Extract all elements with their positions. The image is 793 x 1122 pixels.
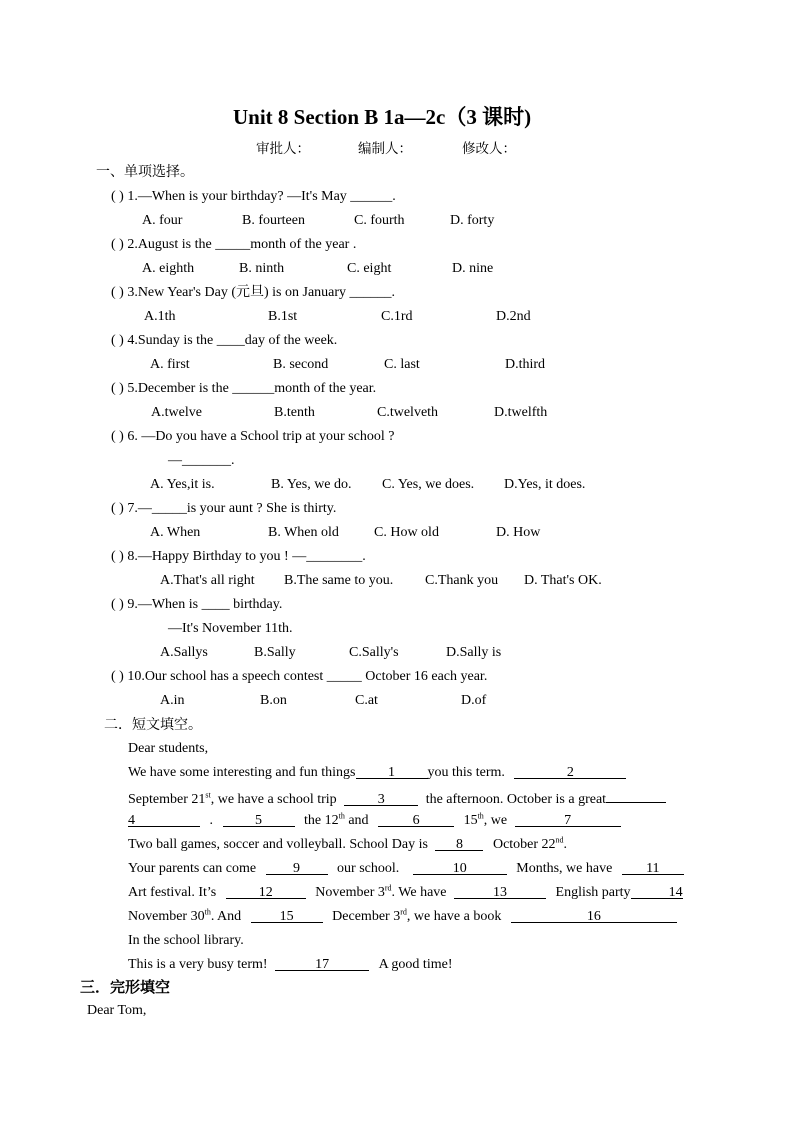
q5-stem: ( ) 5.December is the ______month of the year. (111, 381, 377, 396)
passage-text: Months, we have (516, 861, 613, 876)
ordinal-suffix: th (204, 907, 211, 917)
passage-text: the afternoon. October is a great (425, 792, 607, 807)
q3-option-d: D.2nd (496, 309, 531, 324)
blank-1[interactable]: 1 (356, 764, 428, 779)
passage-text: This is a very busy term! (128, 957, 268, 972)
q10-stem: ( ) 10.Our school has a speech contest _____ October 16 each year. (111, 669, 488, 684)
passage-text: and (344, 813, 369, 828)
passage-text: 15 (463, 813, 478, 828)
q1-option-b: B. fourteen (242, 213, 305, 228)
q7-option-d: D. How (496, 525, 541, 540)
passage-text: . (563, 837, 568, 852)
q1-option-c: C. fourth (354, 213, 405, 228)
q8-stem: ( ) 8.—Happy Birthday to you ! —________. (111, 549, 366, 564)
ordinal-suffix: rd (384, 883, 392, 893)
q4-stem: ( ) 4.Sunday is the ____day of the week. (111, 333, 338, 348)
q8-option-a: A.That's all right (160, 573, 255, 588)
q6-option-d: D.Yes, it does. (504, 477, 586, 492)
passage-text: our school. (337, 861, 400, 876)
q7-option-b: B. When old (268, 525, 339, 540)
passage-line-7 (128, 908, 677, 926)
q4-option-c: C. last (384, 357, 420, 372)
q5-option-d: D.twelfth (494, 405, 548, 420)
passage-text: the 12 (304, 813, 339, 828)
passage-text: . (209, 813, 213, 828)
ordinal-suffix: th (338, 811, 345, 821)
q3-stem: ( ) 3.New Year's Day (元旦) is on January ______. (111, 285, 396, 300)
passage-text: English party (555, 885, 631, 900)
q9-stem: ( ) 9.—When is ____ birthday. (111, 597, 283, 612)
page-title: Unit 8 Section B 1a—2c（3 课时) (233, 105, 532, 129)
blank-14[interactable]: 14 (631, 884, 683, 899)
q1-stem: ( ) 1.—When is your birthday? —It's May ______. (111, 189, 396, 204)
section2-heading: 二．短文填空。 (104, 717, 202, 733)
passage-line-3 (128, 812, 621, 830)
q2-option-a: A. eighth (142, 261, 195, 276)
q5-option-a: A.twelve (151, 405, 202, 420)
q4-option-a: A. first (150, 357, 190, 372)
passage-line-5 (128, 860, 684, 878)
blank-2[interactable]: 2 (514, 764, 626, 779)
passage-text: November 3 (315, 885, 385, 900)
passage-text: , we (483, 813, 508, 828)
q7-option-a: A. When (150, 525, 201, 540)
q5-option-c: C.twelveth (377, 405, 439, 420)
blank-13[interactable]: 13 (454, 884, 546, 899)
passage-text: A good time! (378, 957, 453, 972)
passage-line-9 (128, 956, 452, 974)
q6-option-c: C. Yes, we does. (382, 477, 475, 492)
blank-15[interactable]: 15 (251, 908, 323, 923)
blank-5[interactable]: 5 (223, 812, 295, 827)
passage-text: , we have a book (406, 909, 502, 924)
passage-text: December 3 (332, 909, 401, 924)
q5-option-b: B.tenth (274, 405, 315, 420)
q8-option-b: B.The same to you. (284, 573, 394, 588)
q2-stem: ( ) 2.August is the _____month of the year . (111, 237, 357, 252)
passage-text: , we have a school trip (210, 792, 337, 807)
section1-heading: 一、单项选择。 (96, 164, 194, 180)
q9-answer: —It's November 11th. (168, 621, 293, 636)
blank-6[interactable]: 6 (378, 812, 454, 827)
q2-option-d: D. nine (452, 261, 494, 276)
reviser-label: 修改人： (462, 141, 516, 157)
passage-line-8: In the school library. (128, 933, 244, 948)
blank-9[interactable]: 9 (266, 860, 328, 875)
q10-option-b: B.on (260, 693, 287, 708)
q6-stem: ( ) 6. —Do you have a School trip at your school ? (111, 429, 395, 444)
q8-option-d: D. That's OK. (524, 573, 602, 588)
q9-option-d: D.Sally is (446, 645, 502, 660)
passage-line-6 (128, 884, 683, 902)
passage-line-4 (128, 836, 567, 854)
q9-option-b: B.Sally (254, 645, 296, 660)
blank-12[interactable]: 12 (226, 884, 306, 899)
q6-option-a: A. Yes,it is. (150, 477, 215, 492)
ordinal-suffix: st (205, 790, 211, 800)
q8-option-c: C.Thank you (425, 573, 499, 588)
approver-label: 审批人： (256, 141, 310, 157)
q3-option-c: C.1rd (381, 309, 413, 324)
passage-text: Two ball games, soccer and volleyball. School Day is (128, 837, 428, 852)
passage-text: October 22 (492, 837, 556, 852)
q2-option-b: B. ninth (239, 261, 285, 276)
q1-option-d: D. forty (450, 213, 495, 228)
q2-option-c: C. eight (347, 261, 392, 276)
q4-option-b: B. second (273, 357, 329, 372)
q9-option-a: A.Sallys (160, 645, 208, 660)
blank-10[interactable]: 10 (413, 860, 507, 875)
section3-heading: 三．完形填空 (80, 978, 171, 996)
passage-text: . We have (391, 885, 447, 900)
q10-option-c: C.at (355, 693, 378, 708)
passage-line-1 (128, 764, 626, 782)
blank-underline[interactable] (606, 788, 666, 803)
blank-4[interactable]: 4 (128, 812, 200, 827)
q1-option-a: A. four (142, 213, 183, 228)
blank-17[interactable]: 17 (275, 956, 369, 971)
passage-text: you this term. (427, 765, 505, 780)
blank-8[interactable]: 8 (435, 836, 483, 851)
ordinal-suffix: th (477, 811, 484, 821)
q9-option-c: C.Sally's (349, 645, 399, 660)
q3-option-b: B.1st (268, 309, 298, 324)
blank-7[interactable]: 7 (515, 812, 621, 827)
editor-label: 编制人： (358, 141, 412, 157)
section3-greeting: Dear Tom, (87, 1003, 147, 1018)
passage-text: Your parents can come (128, 861, 257, 876)
q10-option-d: D.of (461, 693, 487, 708)
q3-option-a: A.1th (144, 309, 176, 324)
passage-text: We have some interesting and fun things (128, 765, 356, 780)
passage-text: Art festival. It’s (128, 885, 217, 900)
passage-text: . And (210, 909, 242, 924)
q4-option-d: D.third (505, 357, 546, 372)
letter-greeting: Dear students, (128, 741, 209, 756)
passage-text: November 30 (128, 909, 205, 924)
q7-option-c: C. How old (374, 525, 439, 540)
blank-11[interactable]: 11 (622, 860, 684, 875)
q6-answer: —_______. (168, 453, 235, 468)
passage-text: September 21 (128, 792, 206, 807)
q7-stem: ( ) 7.—_____is your aunt ? She is thirty. (111, 501, 337, 516)
ordinal-suffix: nd (555, 835, 564, 845)
ordinal-suffix: rd (400, 907, 407, 917)
blank-3[interactable]: 3 (344, 791, 418, 806)
passage-line-2 (128, 788, 666, 809)
blank-16[interactable]: 16 (511, 908, 677, 923)
q6-option-b: B. Yes, we do. (271, 477, 352, 492)
q10-option-a: A.in (160, 693, 185, 708)
